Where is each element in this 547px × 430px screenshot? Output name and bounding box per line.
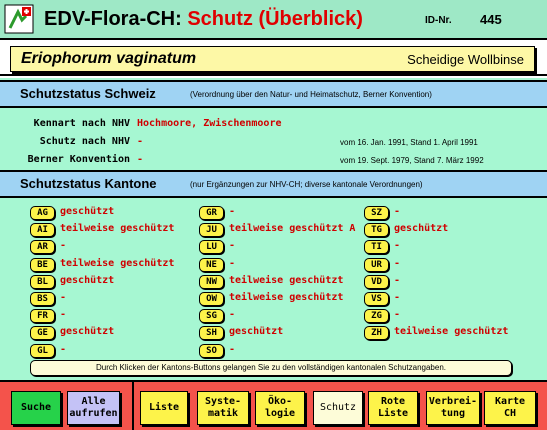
canton-button-ge[interactable]: GE [30, 326, 55, 340]
canton-button-vd[interactable]: VD [364, 275, 389, 289]
canton-status: - [229, 344, 236, 355]
status-label: Berner Konvention [27, 154, 130, 165]
scientific-name: Eriophorum vaginatum [21, 50, 197, 67]
footer-divider [132, 382, 134, 430]
canton-button-tg[interactable]: TG [364, 223, 389, 237]
section-title-kantone: Schutzstatus Kantone [20, 176, 157, 191]
canton-status: teilweise geschützt [229, 292, 344, 303]
status-label: Kennart nach NHV [33, 118, 130, 129]
canton-button-ag[interactable]: AG [30, 206, 55, 220]
canton-button-bs[interactable]: BS [30, 292, 55, 306]
nav-button-schutz[interactable]: Schutz [313, 391, 363, 425]
canton-button-zg[interactable]: ZG [364, 309, 389, 323]
app-title: EDV-Flora-CH: Schutz (Überblick) [44, 8, 363, 30]
canton-button-fr[interactable]: FR [30, 309, 55, 323]
status-value: - [137, 154, 144, 165]
canton-status: teilweise geschützt A [229, 223, 356, 234]
nav-button-verbreitung[interactable]: Verbrei- tung [426, 391, 480, 425]
canton-status: - [394, 206, 401, 217]
species-box [10, 46, 535, 72]
status-date: vom 16. Jan. 1991, Stand 1. April 1991 [340, 138, 478, 147]
canton-button-nw[interactable]: NW [199, 275, 224, 289]
canton-button-ow[interactable]: OW [199, 292, 224, 306]
species-bar [0, 40, 547, 76]
nav-button-roteliste[interactable]: Rote Liste [368, 391, 418, 425]
section-title-schweiz: Schutzstatus Schweiz [20, 86, 156, 101]
canton-status: - [394, 275, 401, 286]
canton-status: - [229, 240, 236, 251]
title-bar [0, 0, 547, 40]
section-note-kantone: (nur Ergänzungen zur NHV-CH; diverse kantonale Verordnungen) [190, 180, 423, 189]
canton-status: - [394, 292, 401, 303]
footer-toolbar [0, 380, 547, 430]
canton-status: geschützt [60, 206, 115, 217]
common-name: Scheidige Wollbinse [407, 52, 524, 67]
nav-button-suche[interactable]: Suche [11, 391, 61, 425]
canton-status: - [394, 240, 401, 251]
nav-button-liste[interactable]: Liste [140, 391, 188, 425]
canton-status: - [60, 344, 67, 355]
status-value: Hochmoore, Zwischenmoore [137, 118, 282, 129]
canton-button-sh[interactable]: SH [199, 326, 224, 340]
content-area [0, 78, 547, 380]
section-header-schweiz [0, 80, 547, 108]
canton-button-zh[interactable]: ZH [364, 326, 389, 340]
nav-button-systematik[interactable]: Syste- matik [197, 391, 249, 425]
canton-status: teilweise geschützt [60, 223, 175, 234]
nav-button-alleaufrufen[interactable]: Alle aufrufen [67, 391, 120, 425]
canton-button-ju[interactable]: JU [199, 223, 224, 237]
canton-status: teilweise geschützt [229, 275, 344, 286]
hint-box: Durch Klicken der Kantons-Buttons gelangen Sie zu den vollständigen kantonalen Schutzangaben. [30, 360, 512, 376]
canton-button-bl[interactable]: BL [30, 275, 55, 289]
app-logo-icon [4, 4, 34, 34]
canton-status: - [229, 206, 236, 217]
canton-status: geschützt [229, 326, 284, 337]
canton-status: - [394, 258, 401, 269]
canton-button-ur[interactable]: UR [364, 258, 389, 272]
canton-status: - [60, 240, 67, 251]
canton-status: geschützt [60, 326, 115, 337]
canton-status: - [229, 258, 236, 269]
canton-button-vs[interactable]: VS [364, 292, 389, 306]
canton-button-sz[interactable]: SZ [364, 206, 389, 220]
canton-button-so[interactable]: SO [199, 344, 224, 358]
nav-button-ökologie[interactable]: Öko- logie [255, 391, 305, 425]
view-title: Schutz (Überblick) [187, 8, 363, 30]
canton-status: - [229, 309, 236, 320]
status-label: Schutz nach NHV [39, 136, 130, 147]
section-note-schweiz: (Verordnung über den Natur- und Heimatschutz, Berner Konvention) [190, 90, 432, 99]
canton-button-be[interactable]: BE [30, 258, 55, 272]
canton-button-ti[interactable]: TI [364, 240, 389, 254]
canton-button-gl[interactable]: GL [30, 344, 55, 358]
section-header-kantone [0, 170, 547, 198]
canton-status: teilweise geschützt [60, 258, 175, 269]
canton-button-ar[interactable]: AR [30, 240, 55, 254]
canton-status: teilweise geschützt [394, 326, 509, 337]
nav-button-kartech[interactable]: Karte CH [484, 391, 536, 425]
canton-button-ne[interactable]: NE [199, 258, 224, 272]
canton-button-sg[interactable]: SG [199, 309, 224, 323]
id-value: 445 [480, 12, 502, 27]
canton-status: - [60, 292, 67, 303]
canton-status: - [60, 309, 67, 320]
status-value: - [137, 136, 144, 147]
canton-status: geschützt [60, 275, 115, 286]
canton-status: - [394, 309, 401, 320]
status-date: vom 19. Sept. 1979, Stand 7. März 1992 [340, 156, 484, 165]
canton-button-ai[interactable]: AI [30, 223, 55, 237]
id-label: ID-Nr. [425, 15, 452, 26]
canton-button-gr[interactable]: GR [199, 206, 224, 220]
canton-button-lu[interactable]: LU [199, 240, 224, 254]
canton-status: geschützt [394, 223, 449, 234]
